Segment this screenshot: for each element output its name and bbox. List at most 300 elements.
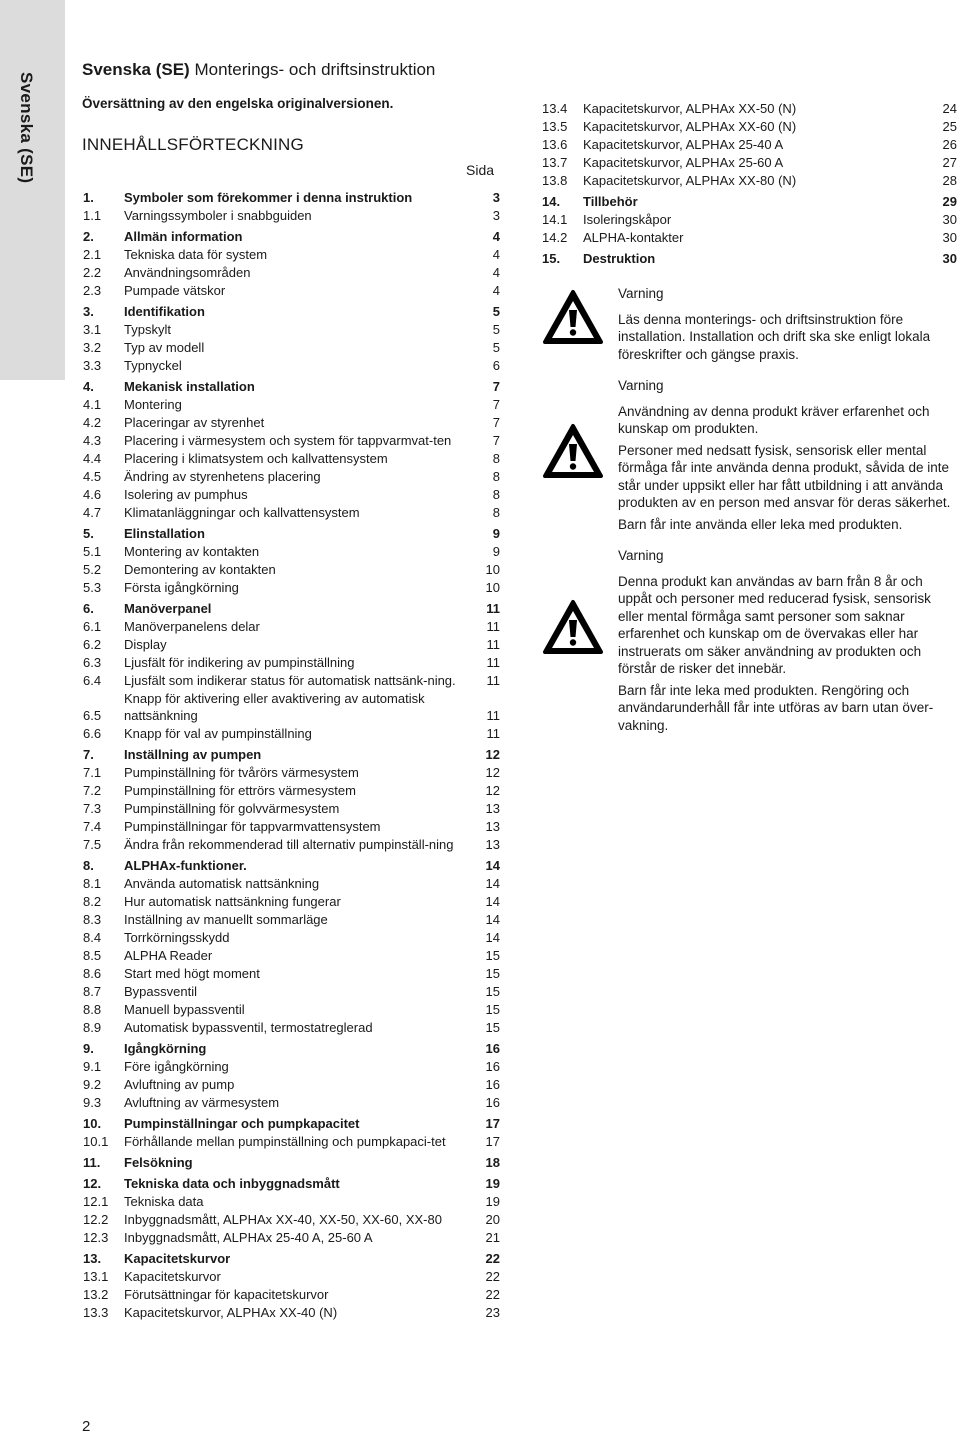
toc-entry-title: Inställning av pumpen <box>124 746 262 762</box>
toc-entry[interactable] <box>542 153 957 171</box>
toc-entry-page: 4 <box>492 282 500 298</box>
toc-entry-number: 14.2 <box>542 229 568 245</box>
toc-entry-number: 14.1 <box>542 211 568 227</box>
toc-entry-title: Kapacitetskurvor, ALPHAx XX-50 (N) <box>583 100 797 116</box>
toc-entry[interactable] <box>83 653 500 671</box>
toc-entry-page: 15 <box>485 965 500 981</box>
table-of-contents-left <box>83 185 500 1321</box>
toc-entry-number: 1.1 <box>83 207 102 223</box>
document-title <box>82 60 435 80</box>
toc-entry-title: Tekniska data och inbyggnadsmått <box>124 1175 340 1191</box>
toc-entry-title: Knapp för aktivering eller avaktivering av automatisk nattsänkning <box>124 690 425 723</box>
toc-entry-page: 15 <box>485 947 500 963</box>
toc-entry-title: Pumpinställning för golvvärmesystem <box>124 800 340 816</box>
toc-entry-number: 12.2 <box>83 1211 109 1227</box>
toc-entry-page: 29 <box>942 193 957 209</box>
toc-entry-page: 11 <box>486 672 500 688</box>
toc-entry-title: Placeringar av styrenhet <box>124 414 265 430</box>
toc-entry[interactable] <box>83 560 500 578</box>
document-title-text: Monterings- och driftsinstruktion <box>189 60 436 79</box>
warning-paragraph: Denna produkt kan användas av barn från 8 år och uppåt och personer med reducerad fysisk, sensorisk eller mental förmåga samt personer som saknar erfarenhet och kunskap om de övervakas eller har instruerats om säker användning av produkten och förstår de risker det innebär. <box>618 573 931 676</box>
toc-entry-number: 3.3 <box>83 357 102 373</box>
toc-entry-page: 4 <box>492 228 500 244</box>
toc-entry-number: 7.2 <box>83 782 102 798</box>
toc-entry-title: Förutsättningar för kapacitetskurvor <box>124 1286 329 1302</box>
toc-entry-page: 5 <box>492 339 500 355</box>
toc-entry[interactable] <box>83 799 500 817</box>
toc-entry[interactable] <box>83 1285 500 1303</box>
toc-entry-title: Ändring av styrenhetens placering <box>124 468 321 484</box>
side-tab <box>0 0 65 380</box>
toc-entry[interactable] <box>542 135 957 153</box>
toc-entry-number: 4.6 <box>83 486 102 502</box>
document-title-language: Svenska (SE) <box>82 60 190 79</box>
toc-entry-page: 10 <box>485 579 500 595</box>
toc-entry-number: 12.1 <box>83 1193 109 1209</box>
toc-entry-page: 8 <box>492 486 500 502</box>
toc-entry-number: 4.5 <box>83 468 102 484</box>
toc-entry-title: Inbyggnadsmått, ALPHAx XX-40, XX-50, XX-60, XX-80 <box>124 1211 442 1227</box>
toc-entry-number: 5.3 <box>83 579 102 595</box>
toc-entry-title: Hur automatisk nattsänkning fungerar <box>124 893 341 909</box>
warning-triangle-icon <box>542 377 606 537</box>
toc-entry-title: Elinstallation <box>124 525 205 541</box>
toc-entry[interactable] <box>83 964 500 982</box>
toc-entry-title: Pumpinställningar för tappvarmvattensystem <box>124 818 381 834</box>
warning-paragraph: Barn får inte använda eller leka med produkten. <box>618 516 903 532</box>
toc-entry-title: Manöverpanelens delar <box>124 618 260 634</box>
toc-entry[interactable] <box>83 724 500 742</box>
toc-entry-title: Destruktion <box>583 250 656 266</box>
toc-entry-page: 12 <box>485 782 500 798</box>
toc-entry-title: Förhållande mellan pumpinställning och pumpkapaci-tet <box>124 1133 446 1149</box>
toc-entry[interactable] <box>83 1018 500 1036</box>
toc-entry-page: 30 <box>942 250 957 266</box>
toc-chapter[interactable] <box>83 374 500 395</box>
toc-entry[interactable] <box>83 835 500 853</box>
toc-entry-title: Pumpinställning för tvårörs värmesystem <box>124 764 359 780</box>
toc-entry-page: 30 <box>942 229 957 245</box>
toc-entry-number: 7.3 <box>83 800 102 816</box>
toc-entry[interactable] <box>83 338 500 356</box>
toc-entry-title: Bypassventil <box>124 983 197 999</box>
toc-entry-page: 14 <box>485 857 500 873</box>
toc-entry-page: 15 <box>485 983 500 999</box>
warning-paragraph: Barn får inte leka med produkten. Rengöring och användarunderhåll får inte utföras av barn utan över-vakning. <box>618 682 934 733</box>
toc-entry-number: 13.4 <box>542 100 568 116</box>
toc-entry-title: Tekniska data för system <box>124 246 268 262</box>
toc-entry-title: Montering <box>124 396 182 412</box>
toc-entry-title: Användningsområden <box>124 264 251 280</box>
toc-chapter[interactable] <box>83 1246 500 1267</box>
toc-entry-title: ALPHA-kontakter <box>583 229 684 245</box>
toc-entry-page: 22 <box>485 1286 500 1302</box>
toc-entry[interactable] <box>83 1228 500 1246</box>
warning-text <box>606 377 957 537</box>
toc-chapter[interactable] <box>542 189 957 210</box>
toc-entry-page: 25 <box>942 118 957 134</box>
toc-entry-title: Mekanisk installation <box>124 378 255 394</box>
toc-entry-title: Tekniska data <box>124 1193 204 1209</box>
toc-entry[interactable] <box>83 874 500 892</box>
toc-entry-title: Kapacitetskurvor, ALPHAx XX-40 (N) <box>124 1304 338 1320</box>
toc-entry-page: 14 <box>485 875 500 891</box>
warning-text <box>606 285 957 367</box>
toc-entry-page: 11 <box>486 618 500 634</box>
toc-entry-page: 14 <box>485 911 500 927</box>
toc-entry-page: 4 <box>492 264 500 280</box>
toc-entry-page: 16 <box>485 1058 500 1074</box>
toc-entry-title: Isolering av pumphus <box>124 486 248 502</box>
toc-entry-page: 11 <box>486 654 500 670</box>
toc-entry-number: 7.5 <box>83 836 102 852</box>
toc-entry-title: Felsökning <box>124 1154 193 1170</box>
toc-entry-title: Kapacitetskurvor, ALPHAx XX-60 (N) <box>583 118 797 134</box>
toc-entry-number: 4.1 <box>83 396 102 412</box>
toc-entry-number: 7. <box>83 746 94 762</box>
toc-entry-number: 8.1 <box>83 875 102 891</box>
toc-entry-page: 4 <box>492 246 500 262</box>
toc-entry-page: 7 <box>492 432 500 448</box>
toc-entry-title: Montering av kontakten <box>124 543 260 559</box>
toc-entry[interactable] <box>83 1093 500 1111</box>
toc-entry-page: 28 <box>942 172 957 188</box>
toc-entry-number: 12.3 <box>83 1229 109 1245</box>
warning-block <box>542 285 957 367</box>
toc-entry-title: Torrkörningsskydd <box>124 929 230 945</box>
toc-entry-number: 9.3 <box>83 1094 102 1110</box>
toc-entry-title: Identifikation <box>124 303 205 319</box>
toc-entry[interactable] <box>83 431 500 449</box>
toc-entry-title: Kapacitetskurvor, ALPHAx 25-40 A <box>583 136 784 152</box>
toc-entry-page: 24 <box>942 100 957 116</box>
toc-entry-title: ALPHA Reader <box>124 947 213 963</box>
toc-entry-title: Tillbehör <box>583 193 638 209</box>
toc-entry-number: 8. <box>83 857 94 873</box>
toc-entry-page: 11 <box>486 600 500 616</box>
toc-entry-number: 3. <box>83 303 94 319</box>
toc-entry-number: 3.2 <box>83 339 102 355</box>
toc-entry-page: 13 <box>485 836 500 852</box>
toc-entry[interactable] <box>83 617 500 635</box>
toc-entry-page: 12 <box>485 746 500 762</box>
toc-entry-number: 8.7 <box>83 983 102 999</box>
warning-text <box>606 547 957 738</box>
toc-entry[interactable] <box>83 817 500 835</box>
toc-entry-page: 14 <box>485 929 500 945</box>
toc-entry[interactable] <box>83 892 500 910</box>
toc-entry-number: 2. <box>83 228 94 244</box>
toc-entry-number: 8.2 <box>83 893 102 909</box>
toc-entry-title: Kapacitetskurvor <box>124 1268 221 1284</box>
toc-entry[interactable] <box>83 449 500 467</box>
toc-chapter[interactable] <box>83 1111 500 1132</box>
toc-entry-title: Kapacitetskurvor, ALPHAx 25-60 A <box>583 154 784 170</box>
toc-entry-page: 11 <box>486 707 500 723</box>
toc-entry-page: 30 <box>942 211 957 227</box>
toc-entry-title: Använda automatisk nattsänkning <box>124 875 320 891</box>
toc-entry-number: 9. <box>83 1040 94 1056</box>
toc-entry-title: Första igångkörning <box>124 579 239 595</box>
toc-entry-title: Ljusfält för indikering av pumpinställning <box>124 654 355 670</box>
toc-chapter[interactable] <box>83 521 500 542</box>
toc-entry-number: 14. <box>542 193 561 209</box>
toc-entry-title: Klimatanläggningar och kallvattensystem <box>124 504 360 520</box>
toc-entry-page: 17 <box>485 1133 500 1149</box>
toc-entry-title: Knapp för val av pumpinställning <box>124 725 312 741</box>
toc-entry-title: Avluftning av pump <box>124 1076 235 1092</box>
toc-entry[interactable] <box>83 263 500 281</box>
toc-entry[interactable] <box>83 982 500 1000</box>
toc-entry-number: 4.7 <box>83 504 102 520</box>
toc-entry-number: 4. <box>83 378 94 394</box>
toc-entry-title: Manuell bypassventil <box>124 1001 245 1017</box>
toc-entry-page: 6 <box>492 357 500 373</box>
toc-entry[interactable] <box>83 356 500 374</box>
toc-entry-title: Kapacitetskurvor <box>124 1250 231 1266</box>
warning-triangle-icon <box>542 285 606 367</box>
toc-entry-number: 2.3 <box>83 282 102 298</box>
warning-block <box>542 547 957 738</box>
toc-entry[interactable] <box>83 763 500 781</box>
toc-entry-number: 13. <box>83 1250 102 1266</box>
toc-entry-page: 7 <box>492 378 500 394</box>
toc-entry-number: 6.4 <box>83 672 102 688</box>
toc-entry-title: Pumpinställningar och pumpkapacitet <box>124 1115 360 1131</box>
toc-entry[interactable] <box>542 228 957 246</box>
toc-entry-title: Allmän information <box>124 228 243 244</box>
toc-entry-number: 4.4 <box>83 450 102 466</box>
toc-heading: INNEHÅLLSFÖRTECKNING <box>82 135 304 154</box>
toc-entry[interactable] <box>83 1057 500 1075</box>
toc-entry[interactable] <box>83 1000 500 1018</box>
toc-chapter[interactable] <box>83 742 500 763</box>
toc-entry-number: 8.5 <box>83 947 102 963</box>
toc-entry-number: 4.3 <box>83 432 102 448</box>
warnings-section <box>542 285 957 748</box>
toc-entry-number: 10. <box>83 1115 102 1131</box>
toc-chapter[interactable] <box>83 299 500 320</box>
toc-entry[interactable] <box>83 928 500 946</box>
toc-entry-page: 17 <box>485 1115 500 1131</box>
toc-entry-title: Display <box>124 636 167 652</box>
toc-entry-title: Igångkörning <box>124 1040 207 1056</box>
toc-entry[interactable] <box>83 485 500 503</box>
toc-entry-number: 9.1 <box>83 1058 102 1074</box>
toc-entry-page: 7 <box>492 414 500 430</box>
toc-entry-number: 4.2 <box>83 414 102 430</box>
toc-entry-title: Start med högt moment <box>124 965 260 981</box>
toc-entry-page: 11 <box>486 636 500 652</box>
toc-entry-number: 13.1 <box>83 1268 109 1284</box>
toc-entry-title: Automatisk bypassventil, termostatreglerad <box>124 1019 373 1035</box>
toc-entry-number: 8.9 <box>83 1019 102 1035</box>
warning-label: Varning <box>618 286 664 301</box>
toc-entry-number: 2.2 <box>83 264 102 280</box>
toc-entry-title: Isoleringskåpor <box>583 211 672 227</box>
toc-entry[interactable] <box>83 635 500 653</box>
toc-entry[interactable] <box>83 413 500 431</box>
toc-entry-page: 26 <box>942 136 957 152</box>
toc-entry-page: 14 <box>485 893 500 909</box>
toc-entry-title: Avluftning av värmesystem <box>124 1094 280 1110</box>
toc-entry-number: 8.4 <box>83 929 102 945</box>
toc-entry-page: 22 <box>485 1250 500 1266</box>
toc-entry-page: 27 <box>942 154 957 170</box>
toc-entry-title: Demontering av kontakten <box>124 561 276 577</box>
warning-paragraph: Personer med nedsatt fysisk, sensorisk eller mental förmåga får inte använda denna produkt, såvida de inte står under uppsikt eller har fått utbildning i att använda produkten av en person med ansvar för deras säkerhet. <box>618 442 951 510</box>
toc-entry-number: 6.6 <box>83 725 102 741</box>
toc-entry-number: 8.3 <box>83 911 102 927</box>
toc-entry-number: 7.4 <box>83 818 102 834</box>
toc-entry[interactable] <box>542 171 957 189</box>
toc-entry-title: Ljusfält som indikerar status för automatisk nattsänk-ning. <box>124 672 456 688</box>
toc-entry[interactable] <box>83 503 500 521</box>
toc-chapter[interactable] <box>542 246 957 267</box>
page-number: 2 <box>82 1418 91 1435</box>
toc-entry-number: 15. <box>542 250 561 266</box>
table-of-contents-right <box>542 99 957 267</box>
toc-entry[interactable] <box>83 245 500 263</box>
warning-paragraph: Läs denna monterings- och driftsinstruktion före installation. Installation och drift ska ske enligt lokala föreskrifter och gängse praxis. <box>618 311 931 362</box>
toc-entry[interactable] <box>542 99 957 117</box>
toc-entry-number: 9.2 <box>83 1076 102 1092</box>
toc-entry-title: Inbyggnadsmått, ALPHAx 25-40 A, 25-60 A <box>124 1229 373 1245</box>
toc-entry-number: 13.7 <box>542 154 568 170</box>
toc-entry[interactable] <box>542 210 957 228</box>
toc-entry-title: Placering i värmesystem och system för tappvarmvat-ten <box>124 432 452 448</box>
toc-entry-title: Varningssymboler i snabbguiden <box>124 207 312 223</box>
toc-entry[interactable] <box>83 1210 500 1228</box>
toc-entry-number: 13.2 <box>83 1286 109 1302</box>
toc-entry-page: 8 <box>492 504 500 520</box>
toc-entry[interactable] <box>83 1192 500 1210</box>
toc-entry[interactable] <box>83 910 500 928</box>
toc-entry-page: 22 <box>485 1268 500 1284</box>
toc-chapter[interactable] <box>83 1150 500 1171</box>
toc-entry[interactable] <box>83 206 500 224</box>
toc-entry[interactable] <box>83 467 500 485</box>
toc-entry-title: Typ av modell <box>124 339 205 355</box>
toc-entry[interactable] <box>83 781 500 799</box>
toc-entry-title: Manöverpanel <box>124 600 212 616</box>
toc-entry[interactable] <box>83 578 500 596</box>
toc-entry-page: 23 <box>485 1304 500 1320</box>
toc-entry-number: 13.3 <box>83 1304 109 1320</box>
toc-entry-page: 10 <box>485 561 500 577</box>
toc-entry-number: 7.1 <box>83 764 102 780</box>
toc-entry-page: 21 <box>485 1229 500 1245</box>
toc-entry-number: 8.6 <box>83 965 102 981</box>
toc-entry-number: 6.5 <box>83 707 102 723</box>
toc-chapter[interactable] <box>83 185 500 206</box>
toc-entry[interactable] <box>83 1267 500 1285</box>
toc-entry-number: 3.1 <box>83 321 102 337</box>
toc-entry-page: 13 <box>485 800 500 816</box>
toc-entry-page: 19 <box>485 1175 500 1191</box>
toc-entry-page: 15 <box>485 1001 500 1017</box>
toc-entry-page: 11 <box>486 725 500 741</box>
toc-entry-page: 9 <box>492 543 500 559</box>
toc-entry-title: Inställning av manuellt sommarläge <box>124 911 328 927</box>
toc-entry-page: 5 <box>492 303 500 319</box>
toc-entry-title: ALPHAx-funktioner. <box>124 857 247 873</box>
warning-label: Varning <box>618 378 664 393</box>
toc-chapter[interactable] <box>83 596 500 617</box>
toc-entry-title: Placering i klimatsystem och kallvattensystem <box>124 450 388 466</box>
toc-entry[interactable] <box>83 946 500 964</box>
page-column-label: Sida <box>466 162 495 178</box>
toc-entry-title: Före igångkörning <box>124 1058 229 1074</box>
toc-chapter[interactable] <box>83 1036 500 1057</box>
warning-label: Varning <box>618 548 664 563</box>
toc-entry-page: 7 <box>492 396 500 412</box>
toc-entry-page: 18 <box>485 1154 500 1170</box>
toc-entry-page: 13 <box>485 818 500 834</box>
toc-entry-page: 15 <box>485 1019 500 1035</box>
toc-entry[interactable] <box>83 1132 500 1150</box>
toc-entry-number: 13.5 <box>542 118 568 134</box>
toc-entry-page: 16 <box>485 1094 500 1110</box>
toc-entry[interactable] <box>83 281 500 299</box>
toc-entry-page: 5 <box>492 321 500 337</box>
toc-entry-page: 16 <box>485 1040 500 1056</box>
toc-entry-title: Symboler som förekommer i denna instruktion <box>124 189 413 205</box>
toc-entry-title: Pumpade vätskor <box>124 282 226 298</box>
toc-entry-number: 6.2 <box>83 636 102 652</box>
toc-entry-number: 5. <box>83 525 94 541</box>
toc-entry-page: 3 <box>492 207 500 223</box>
warning-paragraph: Användning av denna produkt kräver erfarenhet och kunskap om produkten. <box>618 403 930 436</box>
toc-entry[interactable] <box>83 542 500 560</box>
toc-chapter[interactable] <box>83 1171 500 1192</box>
toc-entry[interactable] <box>83 395 500 413</box>
toc-entry-page: 16 <box>485 1076 500 1092</box>
toc-entry[interactable] <box>542 117 957 135</box>
toc-entry-title: Typnyckel <box>124 357 182 373</box>
toc-chapter[interactable] <box>83 224 500 245</box>
toc-entry-number: 13.8 <box>542 172 568 188</box>
toc-entry[interactable] <box>83 689 500 724</box>
toc-entry-number: 6. <box>83 600 94 616</box>
toc-entry-number: 12. <box>83 1175 102 1191</box>
toc-entry[interactable] <box>83 1075 500 1093</box>
warning-triangle-icon <box>542 547 606 738</box>
toc-entry-number: 6.1 <box>83 618 102 634</box>
toc-entry[interactable] <box>83 320 500 338</box>
toc-chapter[interactable] <box>83 853 500 874</box>
toc-entry-number: 5.1 <box>83 543 102 559</box>
toc-entry-number: 8.8 <box>83 1001 102 1017</box>
document-subtitle: Översättning av den engelska originalversionen. <box>82 96 394 111</box>
toc-entry-page: 3 <box>492 189 500 205</box>
toc-entry-page: 19 <box>485 1193 500 1209</box>
toc-entry-number: 1. <box>83 189 94 205</box>
toc-entry-number: 5.2 <box>83 561 102 577</box>
warning-block <box>542 377 957 537</box>
toc-entry[interactable] <box>83 1303 500 1321</box>
toc-entry[interactable] <box>83 671 500 689</box>
toc-entry-page: 9 <box>492 525 500 541</box>
toc-entry-page: 8 <box>492 450 500 466</box>
toc-entry-number: 6.3 <box>83 654 102 670</box>
toc-entry-number: 13.6 <box>542 136 568 152</box>
toc-entry-page: 12 <box>485 764 500 780</box>
toc-entry-page: 8 <box>492 468 500 484</box>
toc-entry-title: Pumpinställning för ettrörs värmesystem <box>124 782 356 798</box>
toc-entry-title: Typskylt <box>124 321 171 337</box>
toc-entry-number: 11. <box>83 1154 101 1170</box>
